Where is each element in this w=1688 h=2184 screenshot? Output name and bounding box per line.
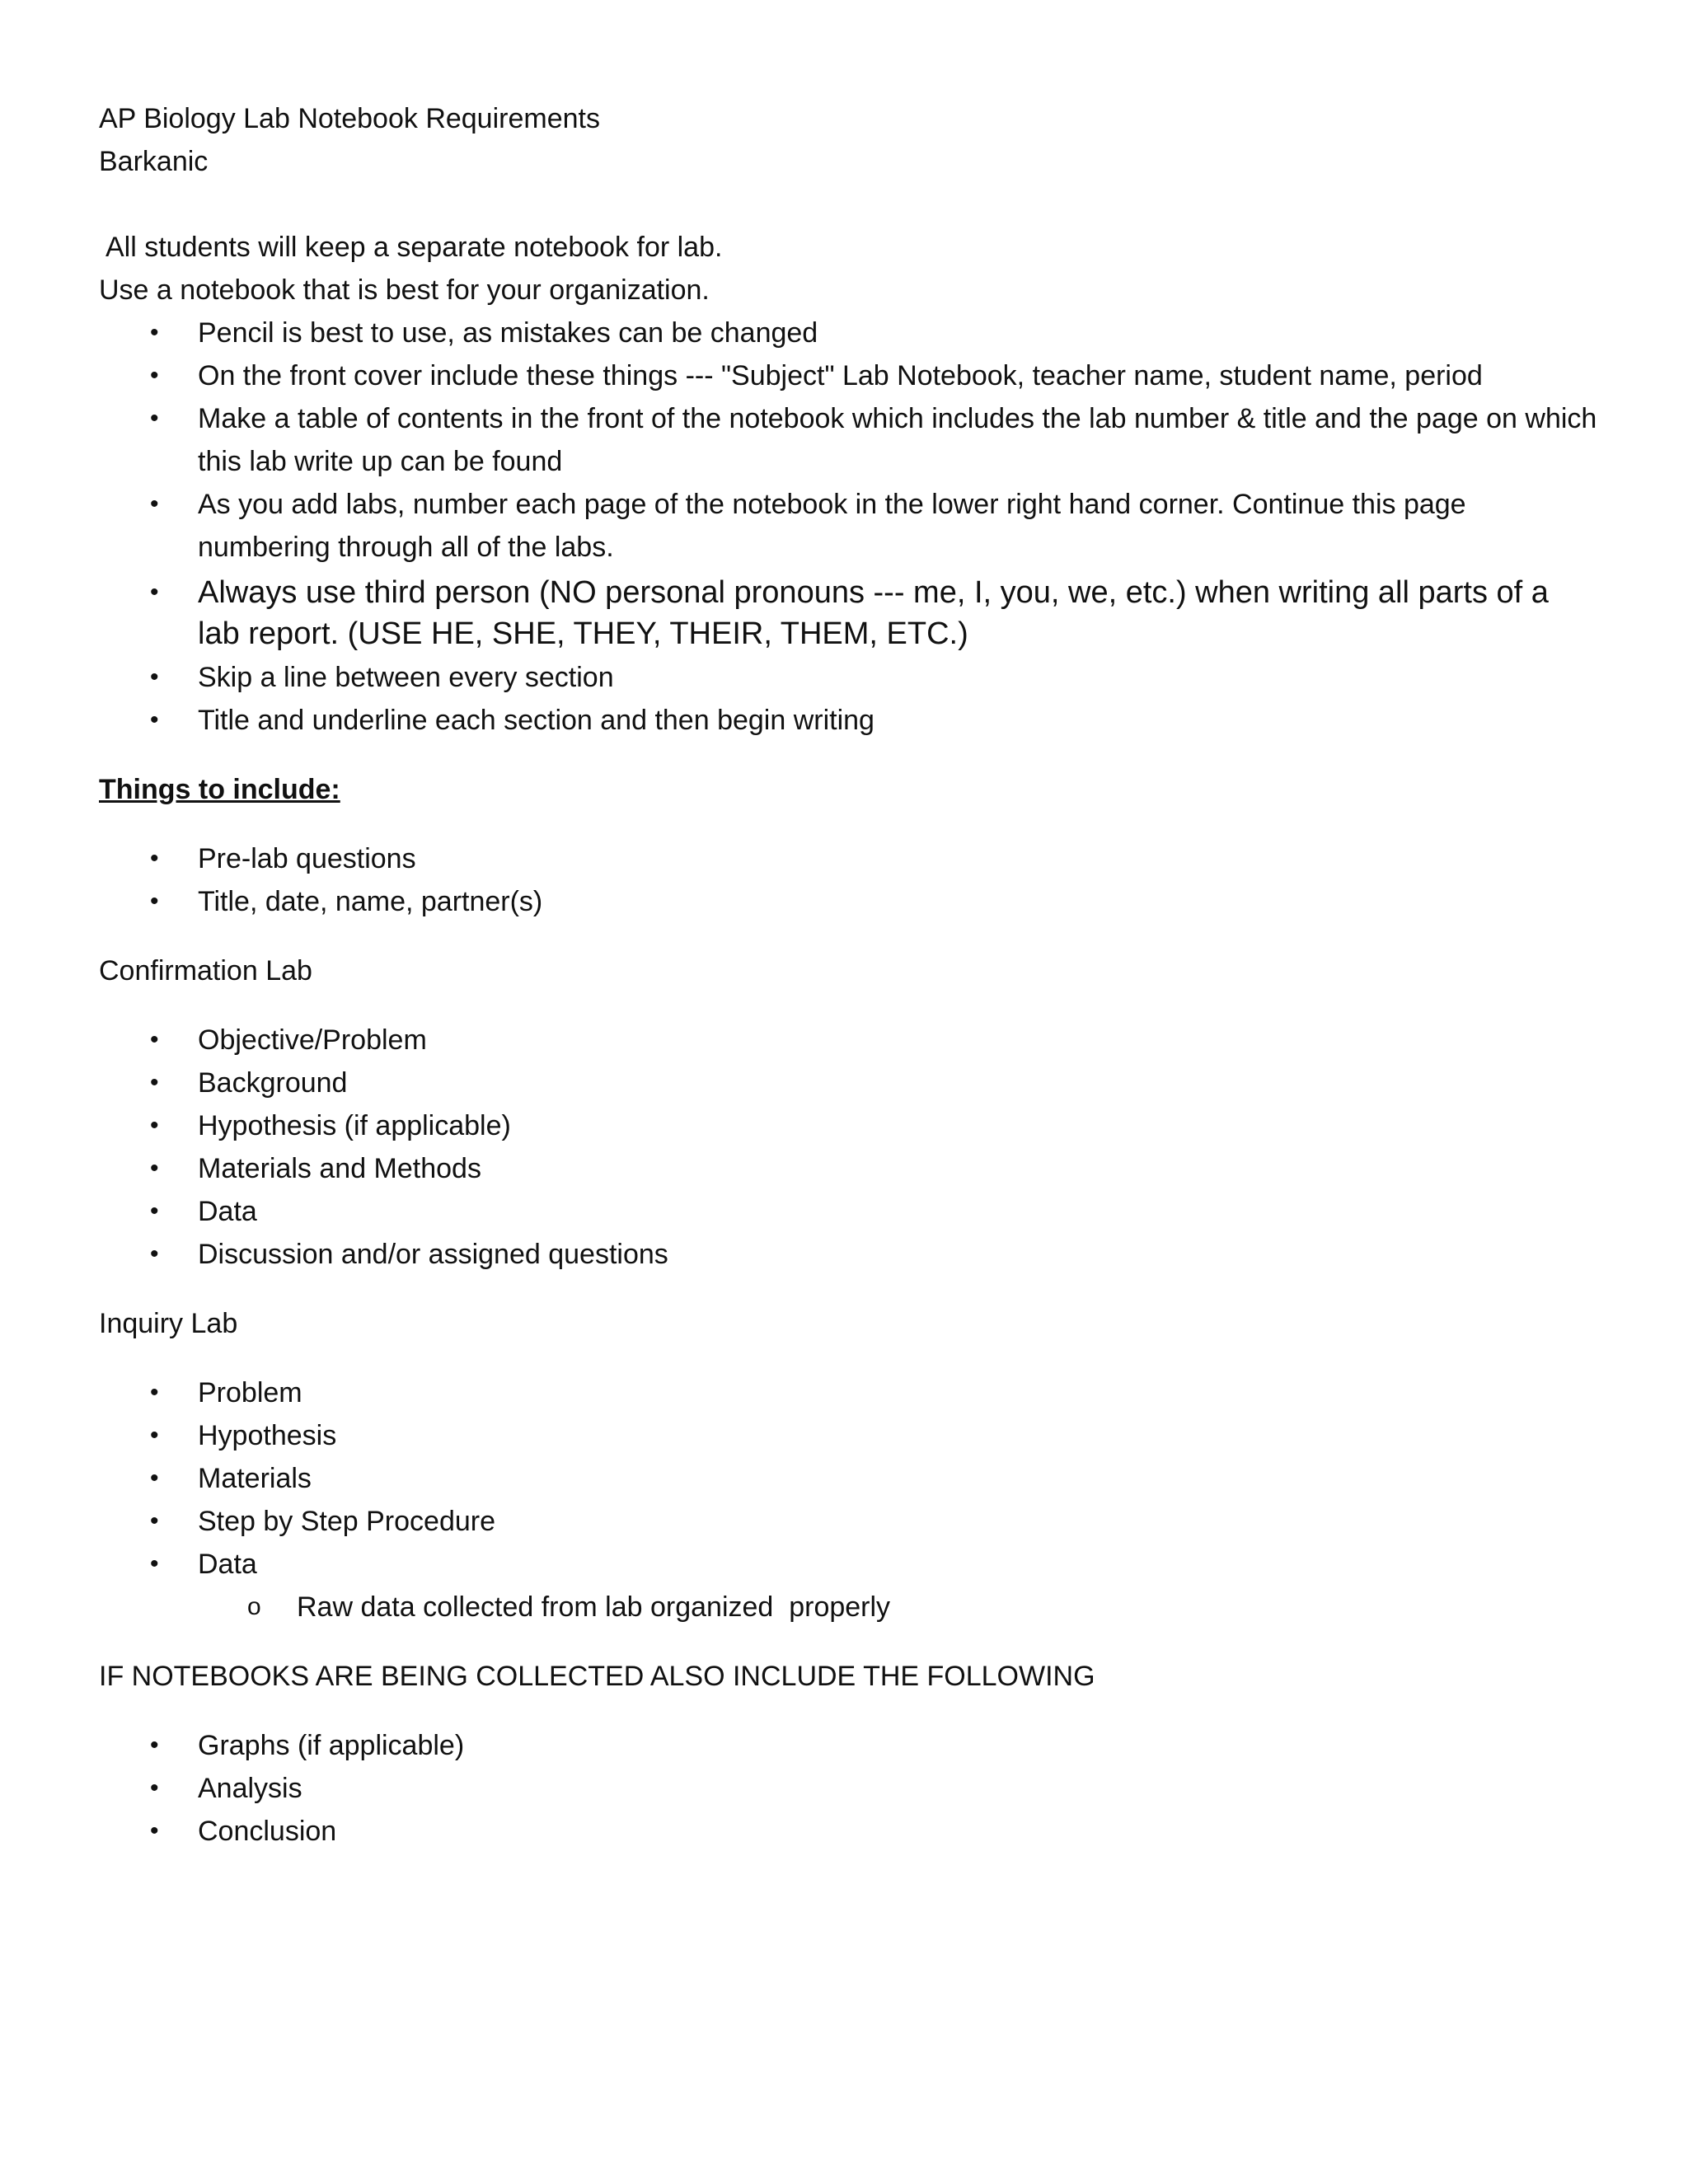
- bullet-icon: •: [150, 888, 159, 915]
- list-item: • Graphs (if applicable): [99, 1724, 1599, 1767]
- bullet-icon: •: [150, 663, 159, 691]
- list-item: • Hypothesis: [99, 1414, 1599, 1457]
- list-item: • Make a table of contents in the front of the notebook which includes the lab number & title and the page on which this lab write up can be found: [99, 397, 1599, 483]
- bullet-icon: •: [150, 1507, 159, 1535]
- rules-list: [99, 312, 1599, 742]
- document-title: AP Biology Lab Notebook Requirements: [99, 103, 600, 134]
- confirmation-lab-heading: Confirmation Lab: [99, 955, 312, 987]
- list-item: • Materials: [99, 1457, 1599, 1500]
- list-item: • Skip a line between every section: [99, 656, 1599, 699]
- list-item: • Data: [99, 1190, 1599, 1233]
- bullet-icon: •: [150, 362, 159, 389]
- inquiry-sub-list: [99, 1586, 1599, 1629]
- bullet-icon: •: [150, 706, 159, 733]
- bullet-icon: •: [150, 405, 159, 432]
- bullet-icon: •: [150, 1550, 159, 1577]
- circle-bullet-icon: o: [247, 1593, 261, 1620]
- intro-line-1: All students will keep a separate notebook for lab.: [106, 232, 723, 263]
- list-item: o Raw data collected from lab organized properly: [99, 1586, 1599, 1629]
- list-item: • Analysis: [99, 1767, 1599, 1810]
- list-item: • Conclusion: [99, 1810, 1599, 1853]
- collected-list: [99, 1724, 1599, 1853]
- bullet-icon: •: [150, 1197, 159, 1225]
- document-author: Barkanic: [99, 146, 209, 177]
- list-item: • Pencil is best to use, as mistakes can be changed: [99, 312, 1599, 354]
- list-item: • As you add labs, number each page of the notebook in the lower right hand corner. Continue this page numbering through all of the labs.: [99, 483, 1599, 569]
- document-page: [99, 97, 1599, 1853]
- list-item: • Discussion and/or assigned questions: [99, 1233, 1599, 1276]
- bullet-icon: •: [150, 1732, 159, 1759]
- list-item: • Hypothesis (if applicable): [99, 1104, 1599, 1147]
- bullet-icon: •: [150, 1069, 159, 1096]
- confirmation-list: [99, 1019, 1599, 1276]
- list-item: • Materials and Methods: [99, 1147, 1599, 1190]
- bullet-icon: •: [150, 1817, 159, 1844]
- list-item: • Step by Step Procedure: [99, 1500, 1599, 1543]
- include-list: [99, 837, 1599, 923]
- bullet-icon: •: [150, 1112, 159, 1139]
- bullet-icon: •: [150, 1774, 159, 1802]
- things-to-include-heading: Things to include:: [99, 774, 340, 805]
- list-item: • Data: [99, 1543, 1599, 1586]
- collected-heading: IF NOTEBOOKS ARE BEING COLLECTED ALSO INCLUDE THE FOLLOWING: [99, 1661, 1095, 1692]
- list-item: • Problem: [99, 1371, 1599, 1414]
- bullet-icon: •: [150, 1379, 159, 1406]
- bullet-icon: •: [150, 1026, 159, 1053]
- bullet-icon: •: [150, 490, 159, 518]
- bullet-icon: •: [150, 1422, 159, 1449]
- list-item: • Always use third person (NO personal pronouns --- me, I, you, we, etc.) when writing all parts of a lab report. (USE HE, SHE, THEY, THEIR, THEM, ETC.): [99, 572, 1599, 654]
- inquiry-lab-heading: Inquiry Lab: [99, 1308, 238, 1339]
- list-item: • Title, date, name, partner(s): [99, 880, 1599, 923]
- bullet-icon: •: [150, 1240, 159, 1268]
- bullet-icon: •: [150, 319, 159, 346]
- list-item: • Pre-lab questions: [99, 837, 1599, 880]
- bullet-icon: •: [150, 1465, 159, 1492]
- bullet-icon: •: [150, 1155, 159, 1182]
- bullet-icon: •: [150, 579, 159, 606]
- list-item: • Background: [99, 1062, 1599, 1104]
- list-item: • Title and underline each section and then begin writing: [99, 699, 1599, 742]
- inquiry-list: [99, 1371, 1599, 1586]
- intro-line-2: Use a notebook that is best for your organization.: [99, 274, 710, 306]
- list-item: • On the front cover include these things --- "Subject" Lab Notebook, teacher name, student name, period: [99, 354, 1599, 397]
- list-item: • Objective/Problem: [99, 1019, 1599, 1062]
- bullet-icon: •: [150, 845, 159, 872]
